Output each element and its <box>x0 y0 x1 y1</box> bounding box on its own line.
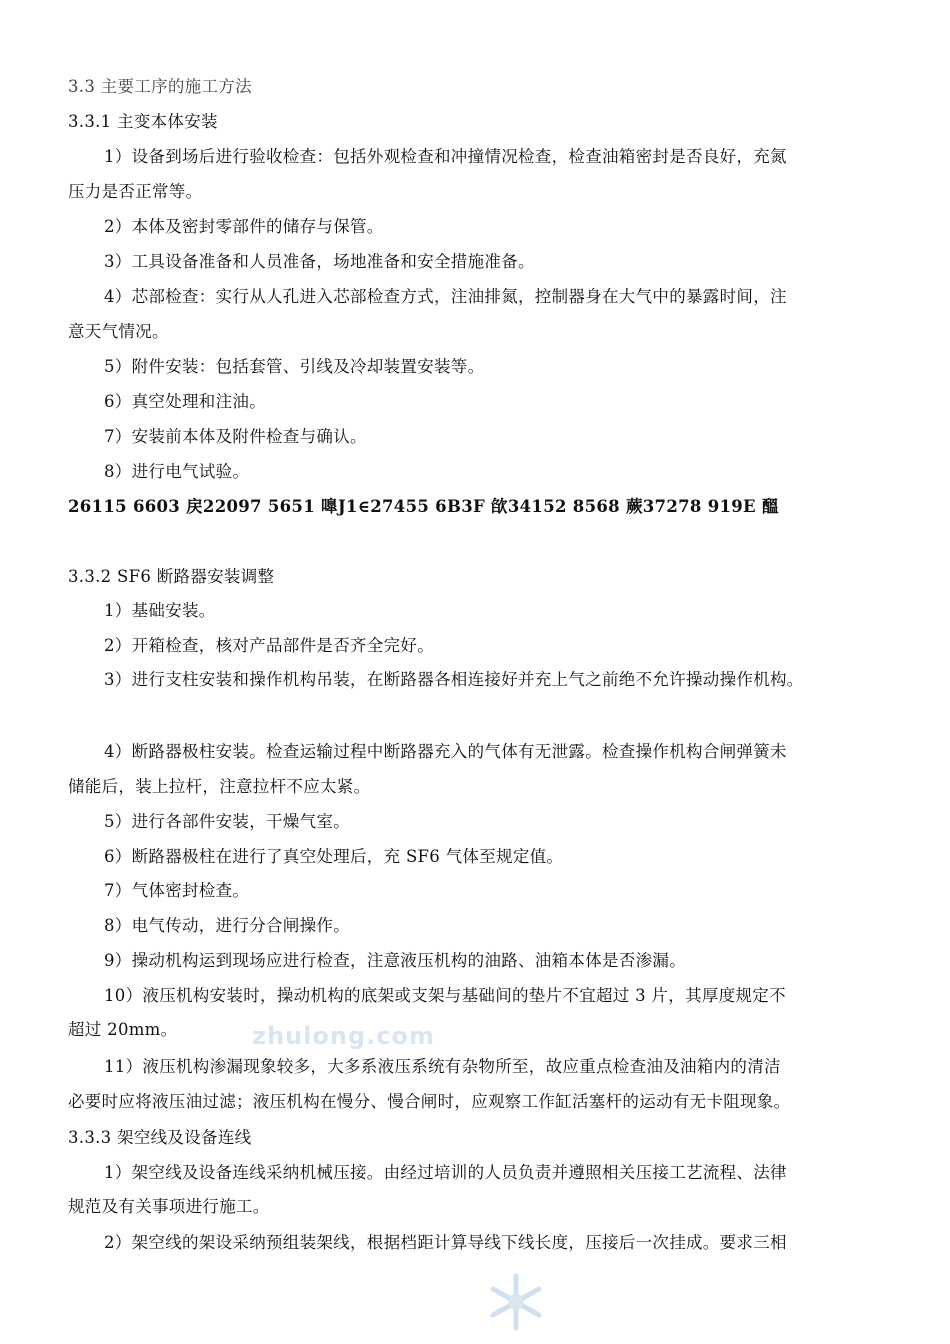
paragraph-line: 8）进行电气试验。 <box>104 462 250 481</box>
paragraph-line: 1）基础安装。 <box>104 601 216 620</box>
paragraph-line: 5）进行各部件安装，干燥气室。 <box>104 812 350 831</box>
paragraph-line: 2）架空线的架设采纳预组装架线，根据档距计算导线下线长度，压接后一次挂成。要求三相 <box>104 1233 787 1252</box>
paragraph-line: 储能后，装上拉杆，注意拉杆不应太紧。 <box>68 777 371 796</box>
paragraph-line: 7）气体密封检查。 <box>104 881 250 900</box>
paragraph-line: 4）断路器极柱安装。检查运输过程中断路器充入的气体有无泄露。检查操作机构合闸弹簧未 <box>104 742 787 761</box>
watermark-snowflake-icon <box>486 1272 546 1332</box>
heading-3-3-2: 3.3.2 SF6 断路器安装调整 <box>68 567 275 586</box>
paragraph-line: 必要时应将液压油过滤；液压机构在慢分、慢合闸时，应观察工作缸活塞杆的运动有无卡阻现象。 <box>68 1092 791 1111</box>
heading-3-3-3: 3.3.3 架空线及设备连线 <box>68 1128 252 1147</box>
paragraph-line: 1）设备到场后进行验收检查：包括外观检查和冲撞情况检查，检查油箱密封是否良好，充氮 <box>104 147 787 166</box>
paragraph-line: 压力是否正常等。 <box>68 182 203 201</box>
watermark-text: zhulong.com <box>252 1022 435 1050</box>
paragraph-line: 意天气情况。 <box>68 322 169 341</box>
paragraph-line: 2）开箱检查，核对产品部件是否齐全完好。 <box>104 636 434 655</box>
paragraph-line: 6）断路器极柱在进行了真空处理后，充 SF6 气体至规定值。 <box>104 847 564 866</box>
section-title: 3.3 主要工序的施工方法 <box>68 77 252 96</box>
heading-3-3-1: 3.3.1 主变本体安装 <box>68 112 218 131</box>
paragraph-line: 3）进行支柱安装和操作机构吊装，在断路器各相连接好并充上气之前绝不允许操动操作机构。 <box>104 670 804 689</box>
paragraph-line: 超过 20mm。 <box>68 1020 178 1039</box>
paragraph-line: 4）芯部检查：实行从人孔进入芯部检查方式，注油排氮，控制器身在大气中的暴露时间，注 <box>104 287 787 306</box>
paragraph-line: 11）液压机构渗漏现象较多，大多系液压系统有杂物所至，故应重点检查油及油箱内的清洁 <box>104 1057 781 1076</box>
paragraph-line: 3）工具设备准备和人员准备，场地准备和安全措施准备。 <box>104 252 535 271</box>
paragraph-line: 2）本体及密封零部件的储存与保管。 <box>104 217 384 236</box>
paragraph-line: 7）安装前本体及附件检查与确认。 <box>104 427 367 446</box>
paragraph-line: 规范及有关事项进行施工。 <box>68 1197 270 1216</box>
paragraph-line: 6）真空处理和注油。 <box>104 392 266 411</box>
paragraph-line: 5）附件安装：包括套管、引线及冷却装置安装等。 <box>104 357 485 376</box>
garbled-text-line: 26115 6603 戻22097 5651 嘷J1∈27455 6B3F 欿34152 8568 蕨37278 919E 醞 <box>68 497 779 516</box>
paragraph-line: 1）架空线及设备连线采纳机械压接。由经过培训的人员负责并遵照相关压接工艺流程、法律 <box>104 1163 787 1182</box>
paragraph-line: 8）电气传动，进行分合闸操作。 <box>104 916 350 935</box>
paragraph-line: 9）操动机构运到现场应进行检查，注意液压机构的油路、油箱本体是否渗漏。 <box>104 951 686 970</box>
paragraph-line: 10）液压机构安装时，操动机构的底架或支架与基础间的垫片不宜超过 3 片，其厚度规定不 <box>104 986 786 1005</box>
